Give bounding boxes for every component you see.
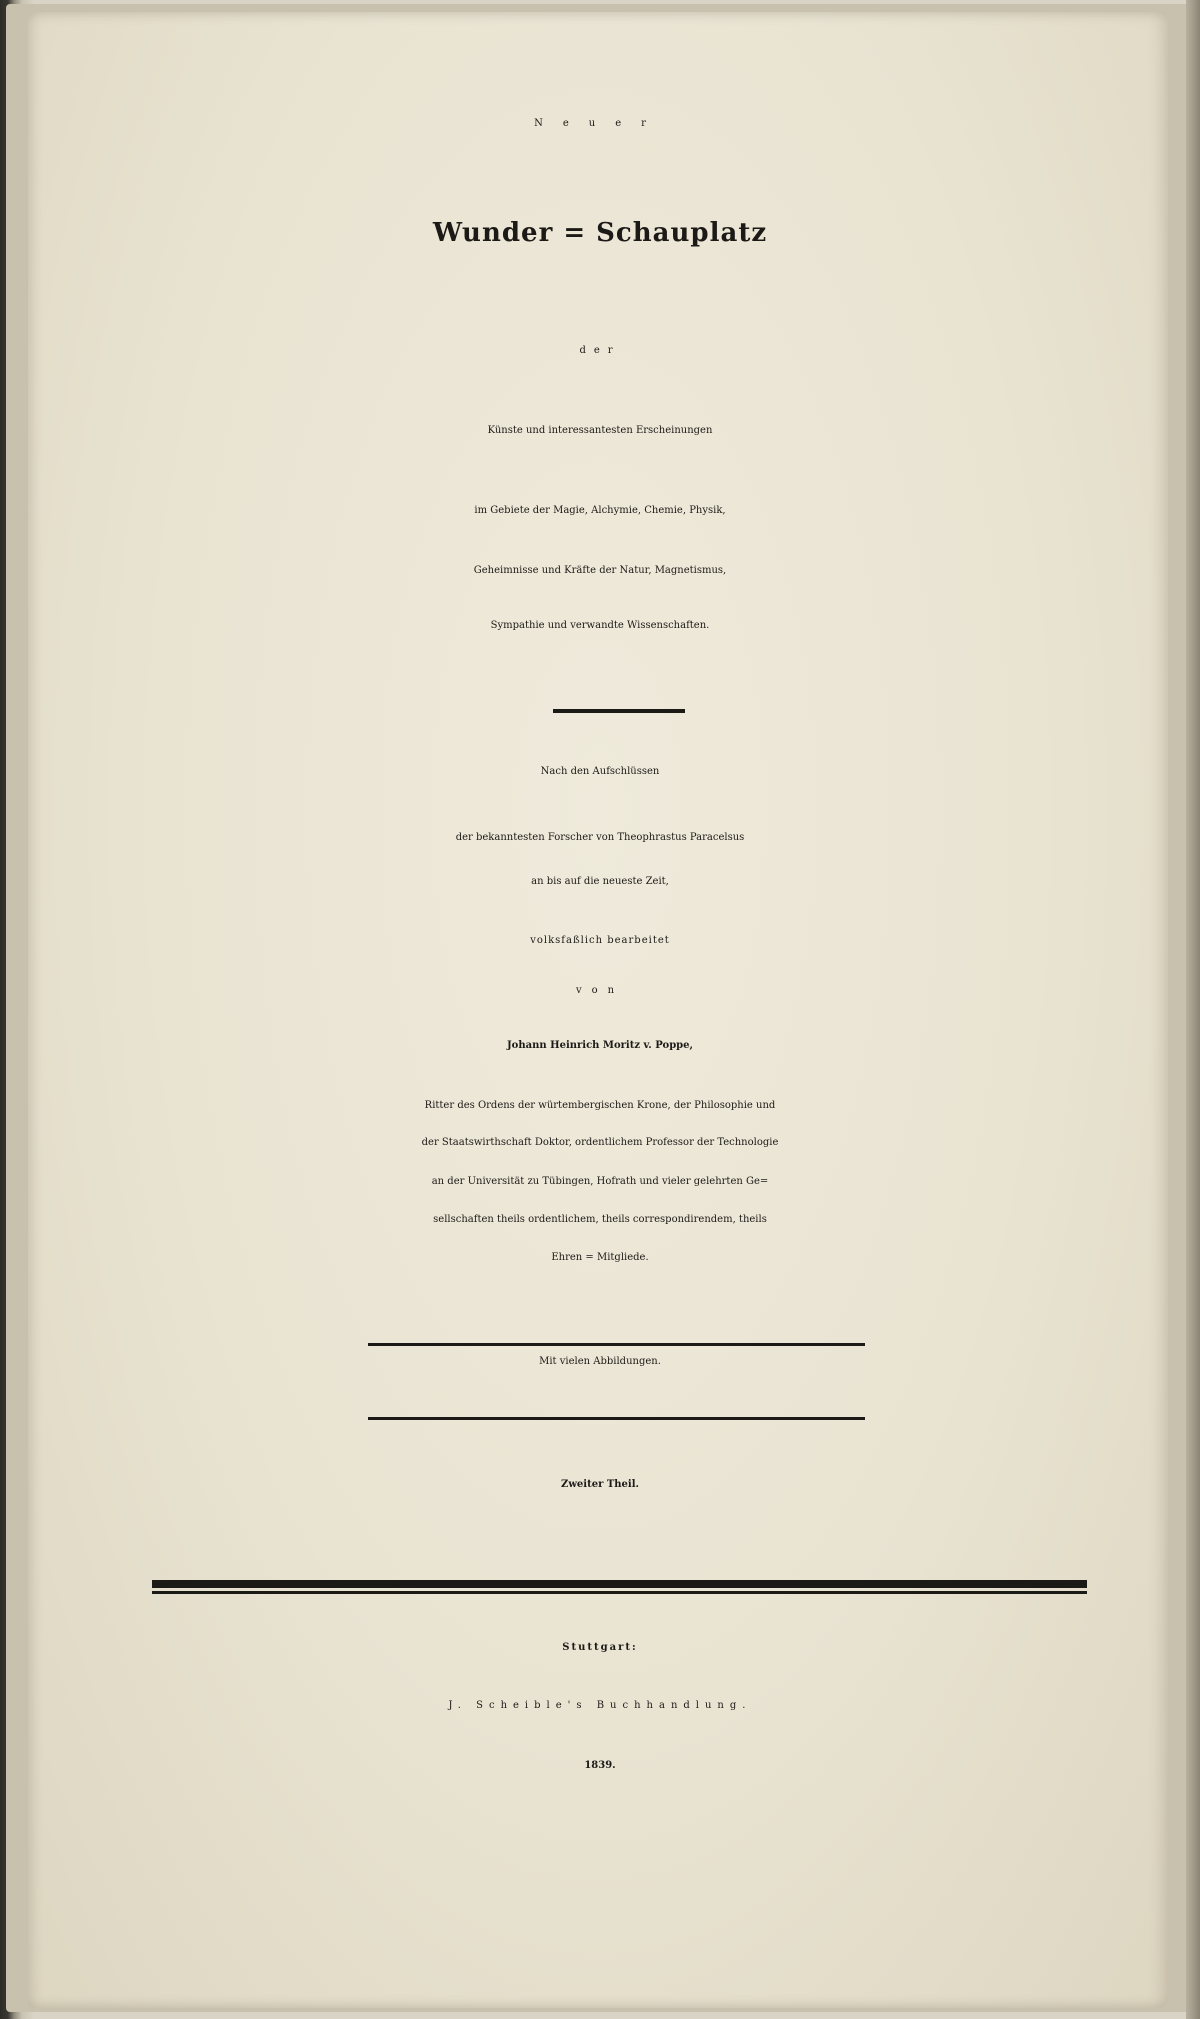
publisher-name: J. Scheible's Buchhandlung. [448, 1700, 752, 1711]
author-credential-line-4: sellschaften theils ordentlichem, theils correspondirendem, theils [433, 1214, 767, 1225]
author-credential-line-1: Ritter des Ordens der würtembergischen Krone, der Philosophie und [424, 1100, 776, 1111]
book-title: Wunder = Schauplatz [432, 218, 768, 248]
illustrations-rule-top [368, 1343, 865, 1346]
heading-neuer: Neuer [534, 118, 666, 129]
source-line-4: volksfaßlich bearbeitet [530, 935, 670, 946]
heading-der: der [579, 345, 621, 356]
subtitle-line-1: Künste und interessantesten Erscheinungen [487, 425, 713, 436]
subtitle-line-2: im Gebiete der Magie, Alchymie, Chemie, Physik, [474, 505, 726, 516]
source-line-1: Nach den Aufschlüssen [540, 766, 660, 777]
imprint-divider-thin [152, 1591, 1087, 1594]
author-credential-line-5: Ehren = Mitgliede. [551, 1252, 649, 1263]
author-credential-line-2: der Staatswirthschaft Doktor, ordentlichem Professor der Technologie [421, 1137, 779, 1148]
page-right-edge [1186, 0, 1200, 2019]
source-line-2: der bekanntesten Forscher von Theophrastus Paracelsus [455, 832, 745, 843]
illustrations-rule-bottom [368, 1417, 865, 1420]
source-line-3: an bis auf die neueste Zeit, [531, 876, 669, 887]
subtitle-line-4: Sympathie und verwandte Wissenschaften. [490, 620, 710, 631]
subtitle-line-3: Geheimnisse und Kräfte der Natur, Magnetismus, [473, 565, 727, 576]
section-divider [553, 709, 685, 713]
publication-place: Stuttgart: [562, 1642, 638, 1653]
by-line: von [575, 985, 625, 996]
volume-label: Zweiter Theil. [561, 1479, 639, 1490]
publication-year: 1839. [584, 1760, 616, 1771]
imprint-divider-thick [152, 1580, 1087, 1588]
author-name: Johann Heinrich Moritz v. Poppe, [506, 1040, 694, 1051]
illustrations-note: Mit vielen Abbildungen. [539, 1356, 661, 1367]
author-credential-line-3: an der Universität zu Tübingen, Hofrath und vieler gelehrten Ge= [431, 1176, 769, 1187]
